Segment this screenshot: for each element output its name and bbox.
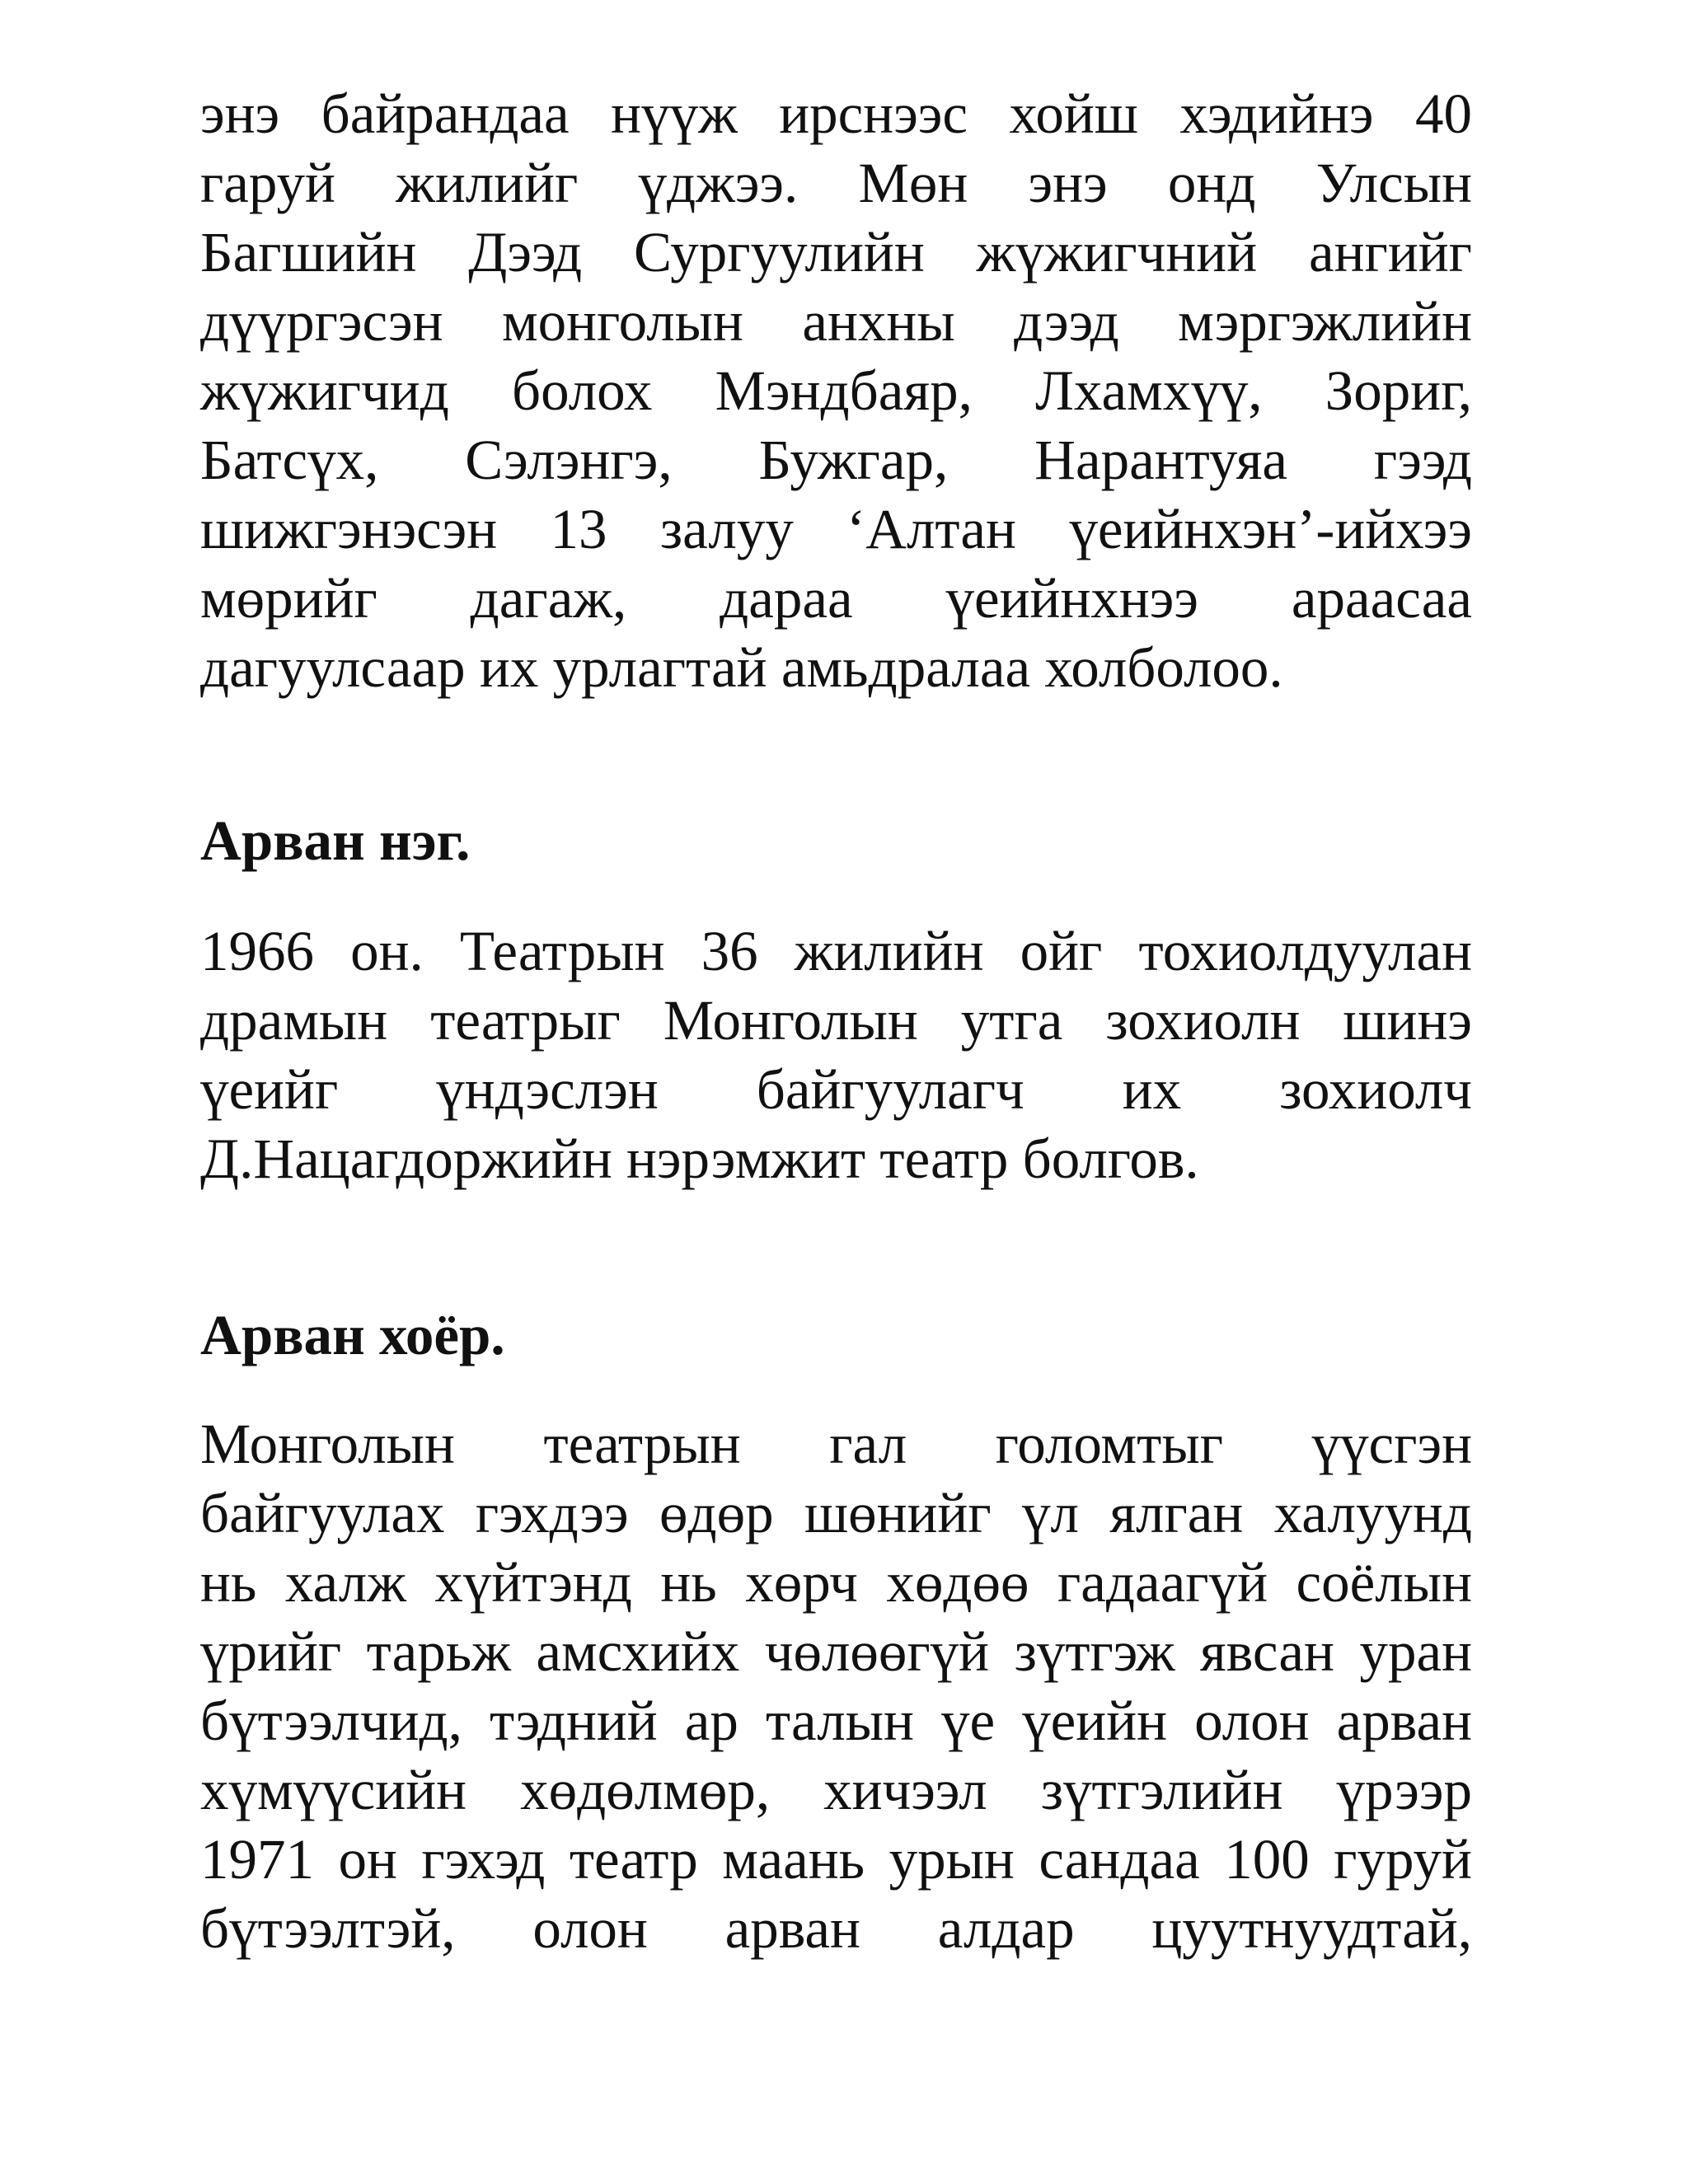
paragraph-line: 1966 он. Театрын 36 жилийн ойг тохиолдуулан bbox=[200, 920, 1472, 982]
paragraph-line: Багшийн Дээд Сургуулийн жүжигчний ангийг bbox=[200, 221, 1472, 284]
paragraph-3 bbox=[200, 1409, 1472, 1963]
paragraph-line: драмын театрыг Монголын утга зохиолн шинэ bbox=[200, 989, 1472, 1052]
paragraph-line: үрийг тарьж амсхийх чөлөөгүй зүтгэж явсан уран bbox=[200, 1620, 1472, 1683]
paragraph-2 bbox=[200, 916, 1472, 1193]
paragraph-line: үеийг үндэслэн байгуулагч их зохиолч bbox=[200, 1058, 1472, 1121]
paragraph-line: Монголын театрын гал голомтыг үүсгэн bbox=[200, 1413, 1472, 1475]
paragraph-line: мөрийг дагаж, дараа үеийнхнээ араасаа bbox=[200, 567, 1472, 630]
paragraph-line: нь халж хүйтэнд нь хөрч хөдөө гадаагүй соёлын bbox=[200, 1551, 1472, 1614]
paragraph-line: бүтээлтэй, олон арван алдар цуутнуудтай, bbox=[200, 1897, 1472, 1960]
paragraph-1 bbox=[200, 79, 1472, 702]
section-heading-eleven: Арван нэг. bbox=[200, 809, 471, 872]
paragraph-line: энэ байрандаа нүүж ирснээс хойш хэдийнэ 40 bbox=[200, 82, 1472, 145]
section-heading-twelve: Арван хоёр. bbox=[200, 1304, 505, 1366]
paragraph-line: дүүргэсэн монголын анхны дээд мэргэжлийн bbox=[200, 290, 1472, 353]
paragraph-line: Батсүх, Сэлэнгэ, Бужгар, Нарантуяа гээд bbox=[200, 429, 1472, 491]
paragraph-line: дагуулсаар их урлагтай амьдралаа холболоо. bbox=[200, 636, 1283, 699]
paragraph-line: шижгэнэсэн 13 залуу ‘Алтан үеийнхэн’-ийхээ bbox=[200, 498, 1472, 560]
paragraph-line: жүжигчид болох Мэндбаяр, Лхамхүү, Зориг, bbox=[200, 359, 1472, 422]
paragraph-line: байгуулах гэхдээ өдөр шөнийг үл ялган халуунд bbox=[200, 1482, 1472, 1544]
paragraph-line: бүтээлчид, тэдний ар талын үе үеийн олон арван bbox=[200, 1690, 1472, 1752]
paragraph-line: Д.Нацагдоржийн нэрэмжит театр болгов. bbox=[200, 1127, 1199, 1190]
paragraph-line: гаруй жилийг үджээ. Мөн энэ онд Улсын bbox=[200, 152, 1472, 214]
paragraph-line: хүмүүсийн хөдөлмөр, хичээл зүтгэлийн үрээр bbox=[200, 1759, 1472, 1821]
paragraph-line: 1971 он гэхэд театр маань урын сандаа 100 гуруй bbox=[200, 1828, 1472, 1891]
